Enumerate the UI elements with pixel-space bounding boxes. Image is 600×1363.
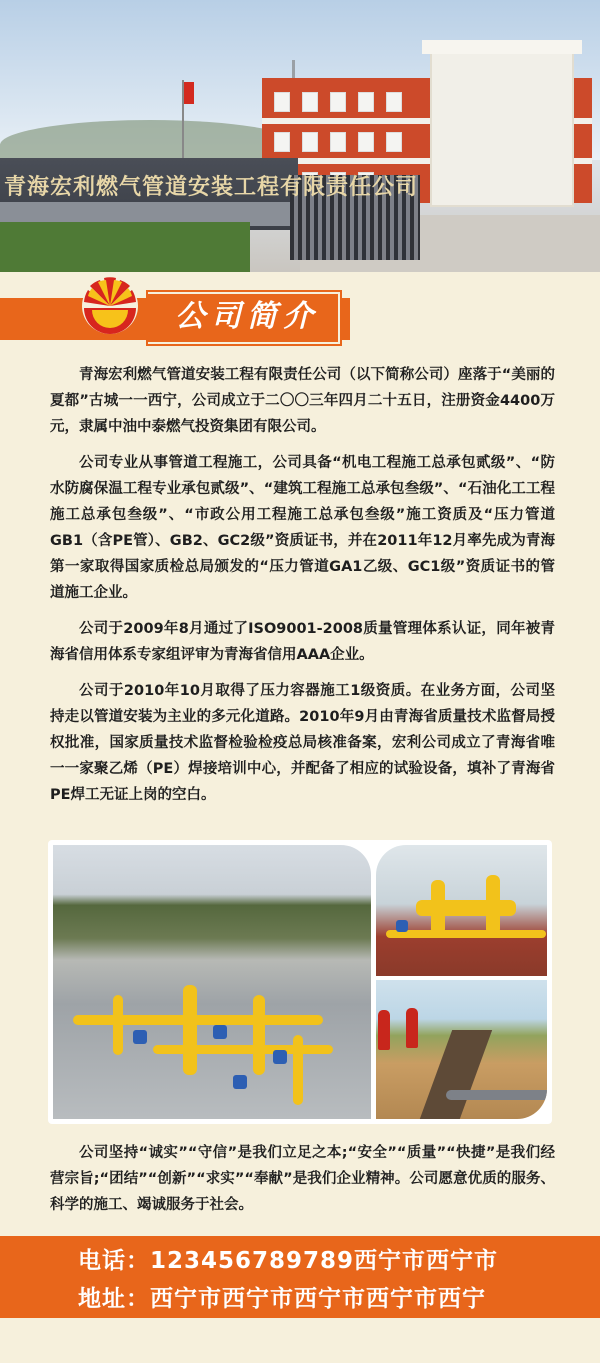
gate-sign-text: 青海宏利燃气管道安装工程有限责任公司: [4, 174, 419, 200]
hero-photo: [0, 0, 600, 272]
building-tower: [430, 48, 574, 207]
section-title: 公司简介: [175, 299, 319, 334]
pressure-station-photo: [376, 845, 547, 976]
closing-paragraph: 公司坚持“诚实”“守信”是我们立足之本;“安全”“质量”“快捷”是我们经营宗旨;“团结”“创新”“求实”“奉献”是我们企业精神。公司愿意优质的服务、科学的施工、竭诚服务于社会。: [50, 1145, 555, 1213]
lawn: [0, 222, 250, 272]
pipeline-trench-photo: [376, 980, 547, 1119]
petrochina-logo-icon: [78, 272, 142, 336]
intro-text: [50, 362, 555, 818]
contact-bar: [0, 1236, 600, 1318]
phone-text: 电话：123456789789西宁市西宁市: [78, 1248, 499, 1274]
address-text: 地址：西宁市西宁市西宁市西宁市西宁: [78, 1286, 486, 1312]
intro-paragraph: 公司于2009年8月通过了ISO9001-2008质量管理体系认证，同年被青海省信用体系专家组评审为青海省信用AAA企业。: [50, 621, 555, 663]
intro-paragraph: 公司专业从事管道工程施工，公司具备“机电工程施工总承包贰级”、“防水防腐保温工程专业承包贰级”、“建筑工程施工总承包叁级”、“石油化工工程施工总承包叁级”、“市政公用工程施工总承包叁级”施工资质及“压力管道GB1（含PE管）、GB2、GC2级”资质证书，并在2011年12月率先成为青海第一家取得国家质检总局颁发的“压力管道GA1乙级、GC1级”资质证书的管道施工企业。: [50, 455, 555, 601]
intro-paragraph: 公司于2010年10月取得了压力容器施工1级资质。在业务方面，公司坚持走以管道安装为主业的多元化道路。2010年9月由青海省质量技术监督局授权批准，国家质量技术监督检验检疫总局核准备案，宏利公司成立了青海省唯一一家聚乙烯（PE）焊接培训中心，并配备了相应的试验设备，填补了青海省PE焊工无证上岗的空白。: [50, 683, 555, 803]
photo-collage: [48, 840, 552, 1124]
intro-paragraph: 青海宏利燃气管道安装工程有限责任公司（以下简称公司）座落于“美丽的夏都”古城一一西宁，公司成立于二〇〇三年四月二十五日，注册资金4400万元，隶属中油中泰燃气投资集团有限公司。: [50, 367, 555, 435]
red-flag: [184, 82, 194, 104]
gas-station-photo: [53, 845, 371, 1119]
closing-text: [50, 1140, 555, 1218]
